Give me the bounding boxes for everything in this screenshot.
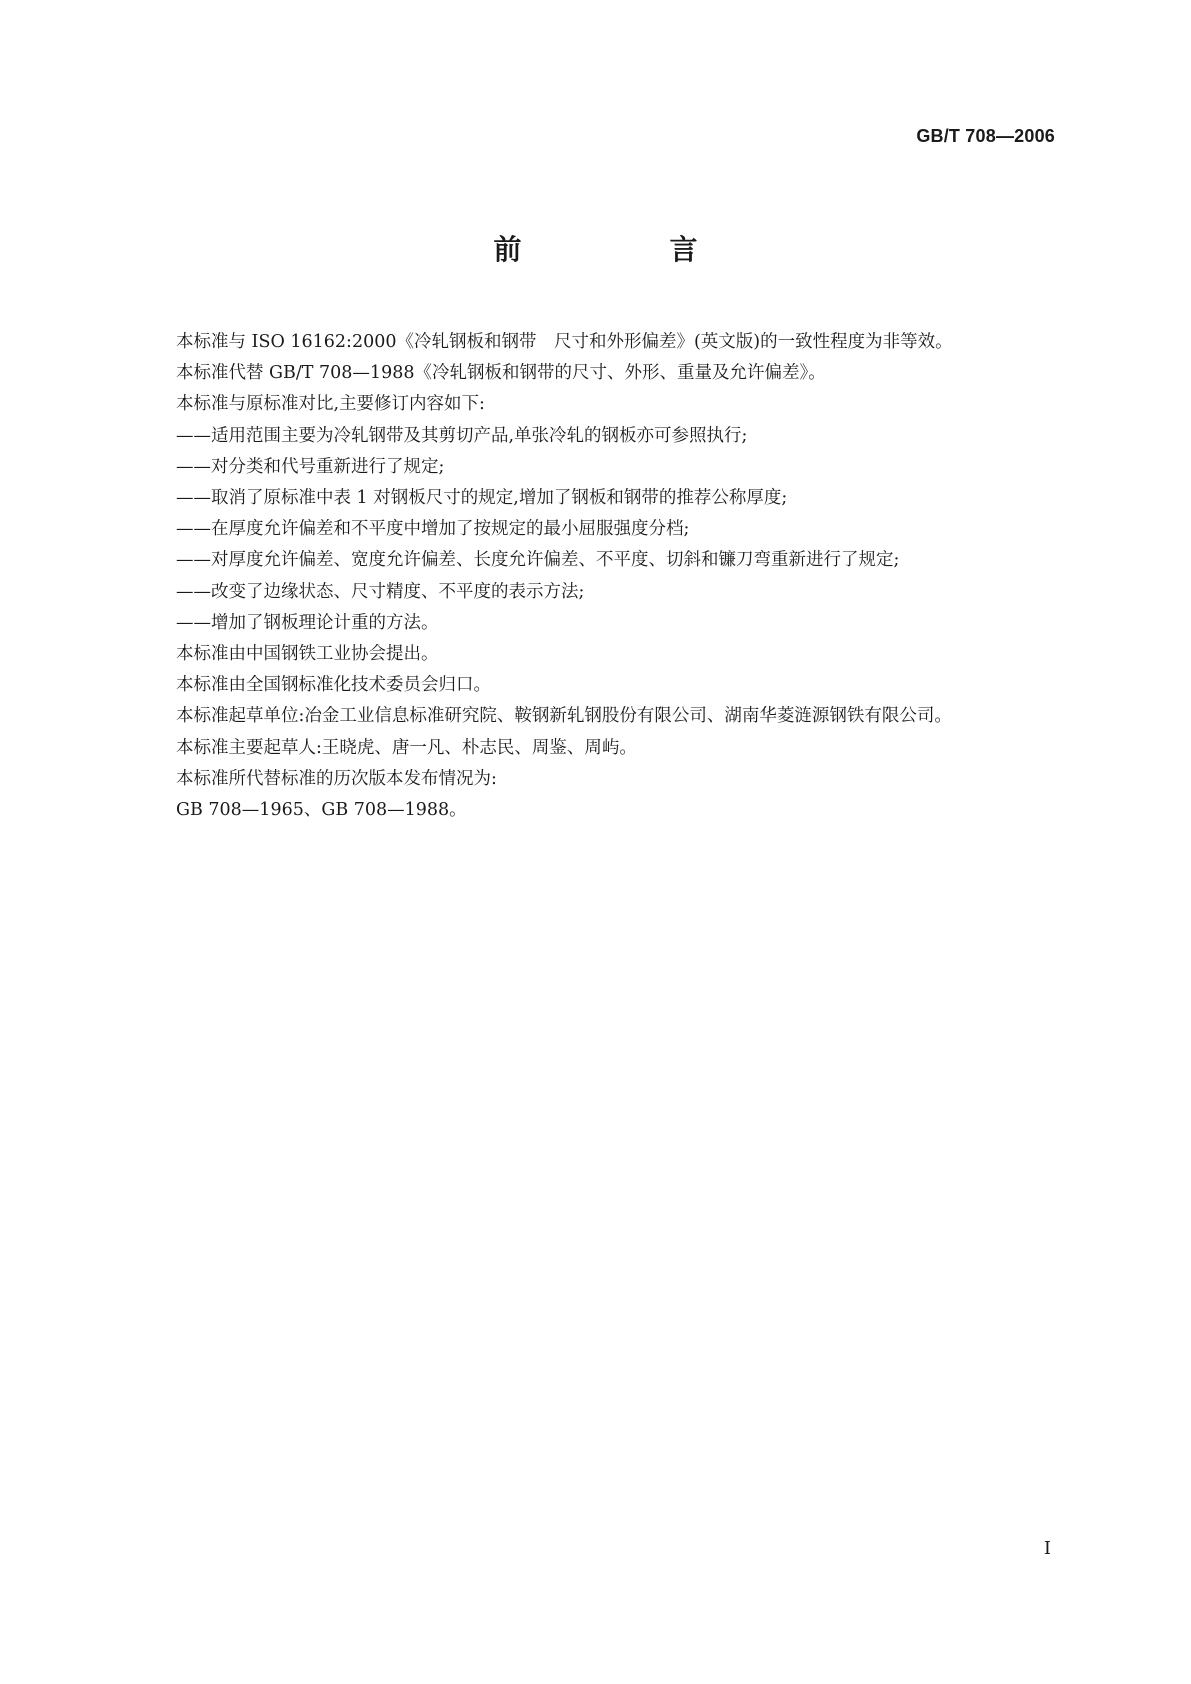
list-item-yield-strength: ——在厚度允许偏差和不平度中增加了按规定的最小屈服强度分档; <box>176 519 690 540</box>
foreword-body <box>136 327 1060 826</box>
paragraph-revisions-intro: 本标准与原标准对比,主要修订内容如下: <box>176 394 485 415</box>
paragraph-history-intro: 本标准所代替标准的历次版本发布情况为: <box>176 768 497 789</box>
list-item-representation: ——改变了边缘状态、尺寸精度、不平度的表示方法; <box>176 581 585 602</box>
list-item-classification: ——对分类和代号重新进行了规定; <box>176 456 445 477</box>
list-item-tolerances: ——对厚度允许偏差、宽度允许偏差、长度允许偏差、不平度、切斜和镰刀弯重新进行了规定; <box>176 550 900 571</box>
page-title: 前 言 <box>493 233 758 266</box>
paragraph-equivalence: 本标准与 ISO 16162:2000《冷轧钢板和钢带 尺寸和外形偏差》(英文版)的一致性程度为非等效。 <box>176 332 953 352</box>
page-number: I <box>1043 1538 1051 1559</box>
paragraph-drafters: 本标准主要起草人:王晓虎、唐一凡、朴志民、周鉴、周屿。 <box>176 737 637 758</box>
paragraph-history: GB 708—1965、GB 708—1988。 <box>176 800 467 821</box>
list-item-dimensions: ——取消了原标准中表 1 对钢板尺寸的规定,增加了钢板和钢带的推荐公称厚度; <box>176 488 788 509</box>
document-code: GB/T 708—2006 <box>916 126 1055 146</box>
paragraph-proposed-by: 本标准由中国钢铁工业协会提出。 <box>176 644 439 665</box>
paragraph-administered-by: 本标准由全国钢标准化技术委员会归口。 <box>176 675 491 696</box>
paragraph-drafting-units: 本标准起草单位:冶金工业信息标准研究院、鞍钢新轧钢股份有限公司、湖南华菱涟源钢铁有限公司。 <box>176 706 952 727</box>
list-item-weight: ——增加了钢板理论计重的方法。 <box>176 612 439 633</box>
paragraph-replaces: 本标准代替 GB/T 708—1988《冷轧钢板和钢带的尺寸、外形、重量及允许偏差》。 <box>176 363 826 384</box>
list-item-scope: ——适用范围主要为冷轧钢带及其剪切产品,单张冷轧的钢板亦可参照执行; <box>176 425 748 446</box>
